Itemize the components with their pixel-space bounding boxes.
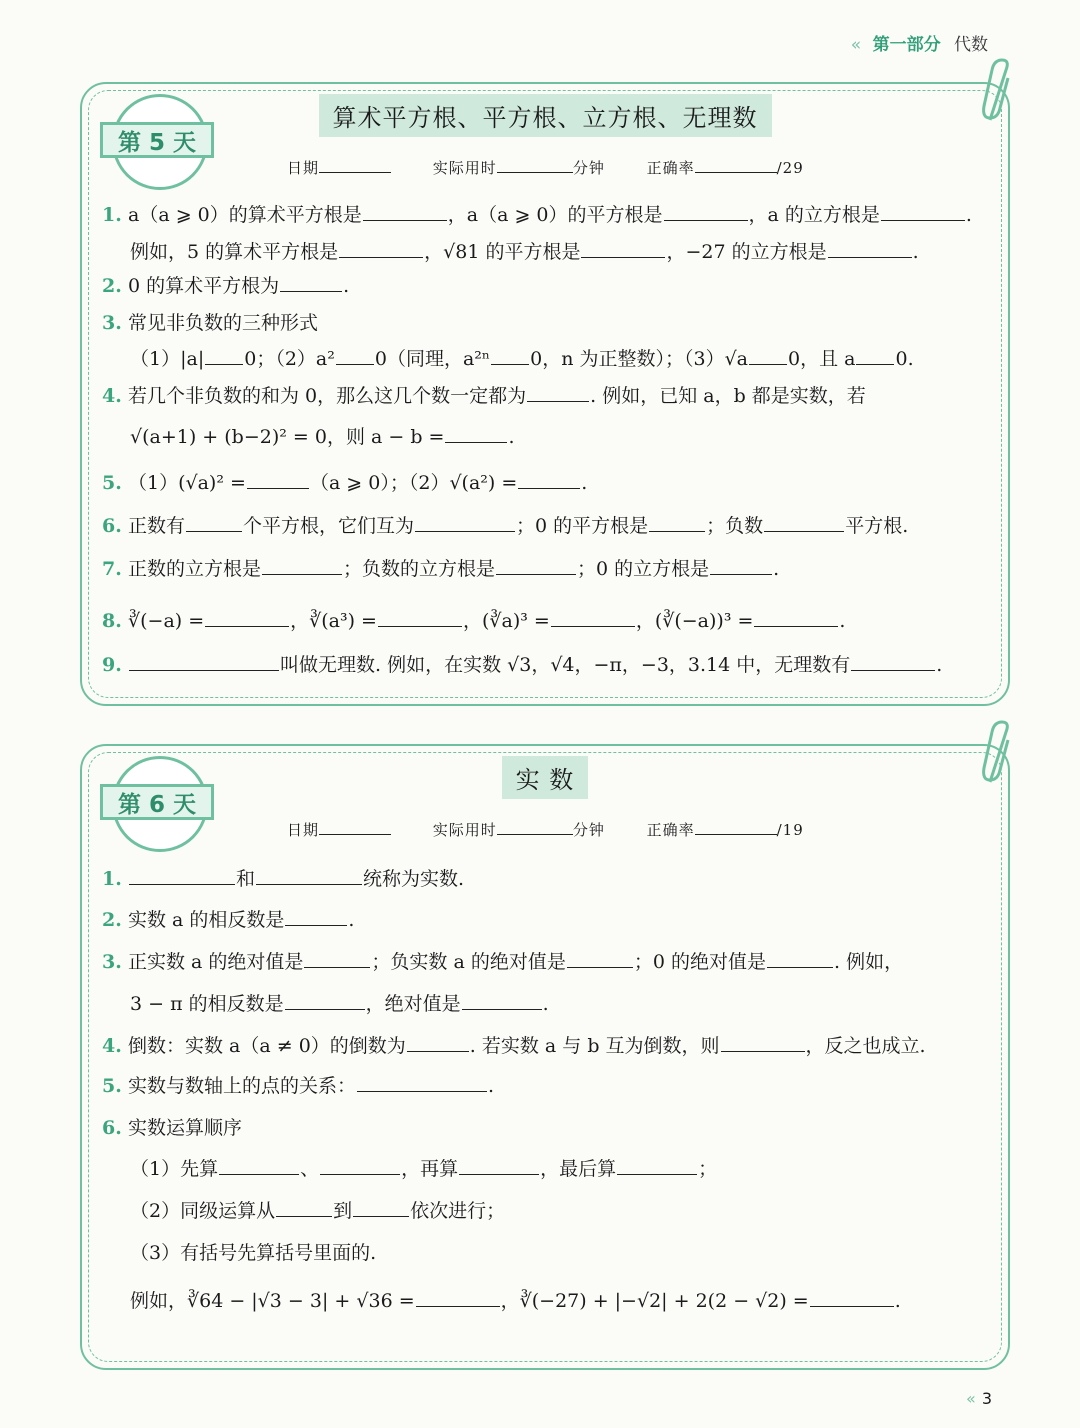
page-number: « 3	[966, 1389, 992, 1408]
question-1-example: 例如，5 的算术平方根是 ，√81 的平方根是 ，−27 的立方根是 .	[130, 241, 919, 263]
meta-row: 日期 实际用时 分钟 正确率 /29	[287, 156, 804, 178]
accuracy-input[interactable]	[695, 156, 777, 173]
question-9: 9. 叫做无理数. 例如，在实数 √3，√4，−π，−3，3.14 中，无理数有 .	[102, 654, 943, 676]
day-badge: 第 6 天	[100, 758, 216, 842]
day-badge: 第 5 天	[100, 96, 216, 180]
question-6-example: 例如，∛64 − |√3 − 3| + √36 = ，∛(−27) + |−√2| + 2(2 − √2) = .	[130, 1290, 901, 1312]
double-chevron-icon: «	[850, 35, 862, 55]
day5-card	[80, 82, 1010, 706]
question-6-step1: （1）先算 、 ，再算 ，最后算 ；	[130, 1158, 718, 1180]
section-title: 实 数	[82, 756, 1008, 799]
question-6-step3: （3）有括号先算括号里面的.	[130, 1242, 377, 1264]
question-3: 3. 正实数 a 的绝对值是 ；负实数 a 的绝对值是 ；0 的绝对值是 . 例如，	[102, 951, 904, 973]
time-input[interactable]	[497, 818, 573, 835]
question-5: 5. （1）(√a)² = （a ⩾ 0）；（2）√(a²) = .	[102, 472, 588, 494]
question-3-forms: （1）|a| 0；（2）a² 0（同理，a²ⁿ 0，n 为正整数）；（3）√a 0，且 a 0.	[130, 348, 914, 370]
question-3: 3. 常见非负数的三种形式	[102, 312, 319, 334]
date-input[interactable]	[319, 156, 391, 173]
question-1: 1. a（a ⩾ 0）的算术平方根是 ，a（a ⩾ 0）的平方根是 ，a 的立方根是 .	[102, 204, 972, 226]
page-header	[851, 30, 988, 55]
question-2: 2. 0 的算术平方根为 .	[102, 275, 350, 297]
day6-card	[80, 744, 1010, 1370]
question-6-step2: （2）同级运算从 到 依次进行；	[130, 1200, 506, 1222]
question-6: 6. 正数有 个平方根，它们互为 ；0 的平方根是 ；负数 平方根.	[102, 515, 909, 537]
question-3-example: 3 − π 的相反数是 ，绝对值是 .	[130, 993, 549, 1015]
question-7: 7. 正数的立方根是 ；负数的立方根是 ；0 的立方根是 .	[102, 558, 780, 580]
question-8: 8. ∛(−a) = ，∛(a³) = ，(∛a)³ = ，(∛(−a))³ = .	[102, 610, 846, 632]
question-4-example: √(a+1) + (b−2)² = 0，则 a − b = .	[130, 426, 515, 448]
double-chevron-icon: «	[966, 1389, 976, 1408]
accuracy-input[interactable]	[695, 818, 777, 835]
question-5: 5. 实数与数轴上的点的关系： .	[102, 1075, 495, 1097]
question-4: 4. 若几个非负数的和为 0，那么这几个数一定都为 . 例如，已知 a，b 都是实数，若	[102, 385, 866, 407]
part-label: 第一部分	[872, 35, 941, 55]
date-input[interactable]	[319, 818, 391, 835]
section-title: 算术平方根、平方根、立方根、无理数	[82, 94, 1008, 137]
question-4: 4. 倒数：实数 a（a ≠ 0）的倒数为 . 若实数 a 与 b 互为倒数，则 ，反之也成立.	[102, 1035, 926, 1057]
time-input[interactable]	[497, 156, 573, 173]
topic-label: 代数	[954, 35, 988, 55]
meta-row: 日期 实际用时 分钟 正确率 /19	[287, 818, 804, 840]
question-6: 6. 实数运算顺序	[102, 1117, 243, 1139]
question-2: 2. 实数 a 的相反数是 .	[102, 909, 355, 931]
question-1: 1. 和 统称为实数.	[102, 868, 465, 890]
